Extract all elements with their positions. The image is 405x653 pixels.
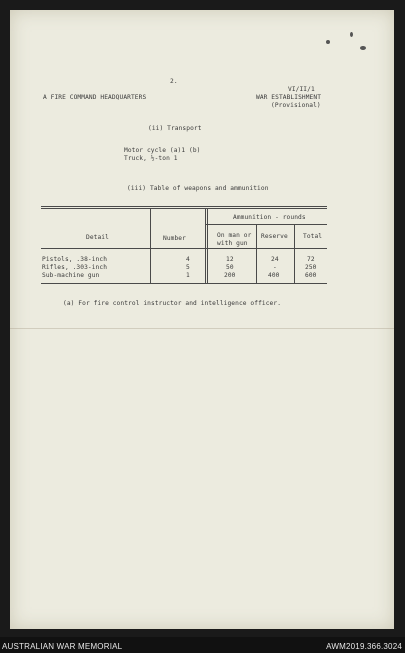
document-page (10, 10, 394, 629)
table-divider (205, 208, 206, 283)
table-rule (41, 248, 327, 249)
row-number: 1 (186, 272, 190, 279)
column-header-reserve: Reserve (261, 233, 288, 240)
row-detail: Rifles, .303-inch (42, 264, 108, 271)
catalogue-number: AWM2019.366.3024 (326, 642, 402, 651)
archive-name: AUSTRALIAN WAR MEMORIAL (2, 642, 123, 651)
column-header-ammunition: Ammunition - rounds (233, 214, 306, 221)
row-on-man: 200 (224, 272, 236, 279)
row-total: 600 (305, 272, 317, 279)
table-divider (256, 224, 257, 283)
row-reserve: - (273, 264, 277, 271)
table-rule (41, 283, 327, 284)
column-header-on-man: On man or (217, 232, 252, 239)
ink-spot (360, 46, 366, 50)
table-divider (207, 208, 208, 283)
transport-line: Motor cycle (a)1 (b) (124, 147, 201, 154)
row-number: 4 (186, 256, 190, 263)
row-detail: Sub-machine gun (42, 272, 100, 279)
footnote: (a) For fire control instructor and intelligence officer. (63, 300, 282, 307)
table-rule (41, 208, 327, 209)
row-on-man: 50 (226, 264, 234, 271)
reference-title: WAR ESTABLISHMENT (256, 94, 322, 101)
row-reserve: 400 (268, 272, 280, 279)
transport-line: Truck, ½-ton 1 (124, 155, 178, 162)
transport-heading: (ii) Transport (148, 125, 202, 132)
table-rule (206, 224, 327, 225)
table-rule (41, 206, 327, 207)
reference-subtitle: (Provisional) (271, 102, 321, 109)
column-header-detail: Detail (86, 234, 109, 241)
table-divider (294, 224, 295, 283)
row-total: 250 (305, 264, 317, 271)
page-fold (10, 328, 394, 329)
weapons-heading: (iii) Table of weapons and ammunition (127, 185, 269, 192)
column-header-number: Number (163, 235, 186, 242)
ink-spot (350, 32, 353, 37)
row-total: 72 (307, 256, 315, 263)
row-reserve: 24 (271, 256, 279, 263)
row-on-man: 12 (226, 256, 234, 263)
row-detail: Pistols, .38-inch (42, 256, 108, 263)
reference-number: VI/II/1 (288, 86, 315, 93)
archive-footer (0, 637, 405, 653)
ink-spot (326, 40, 330, 44)
column-header-on-man: with gun (217, 240, 248, 247)
unit-title: A FIRE COMMAND HEADQUARTERS (43, 94, 147, 101)
column-header-total: Total (303, 233, 323, 240)
table-divider (150, 208, 151, 283)
row-number: 5 (186, 264, 190, 271)
page-number: 2. (170, 78, 178, 85)
